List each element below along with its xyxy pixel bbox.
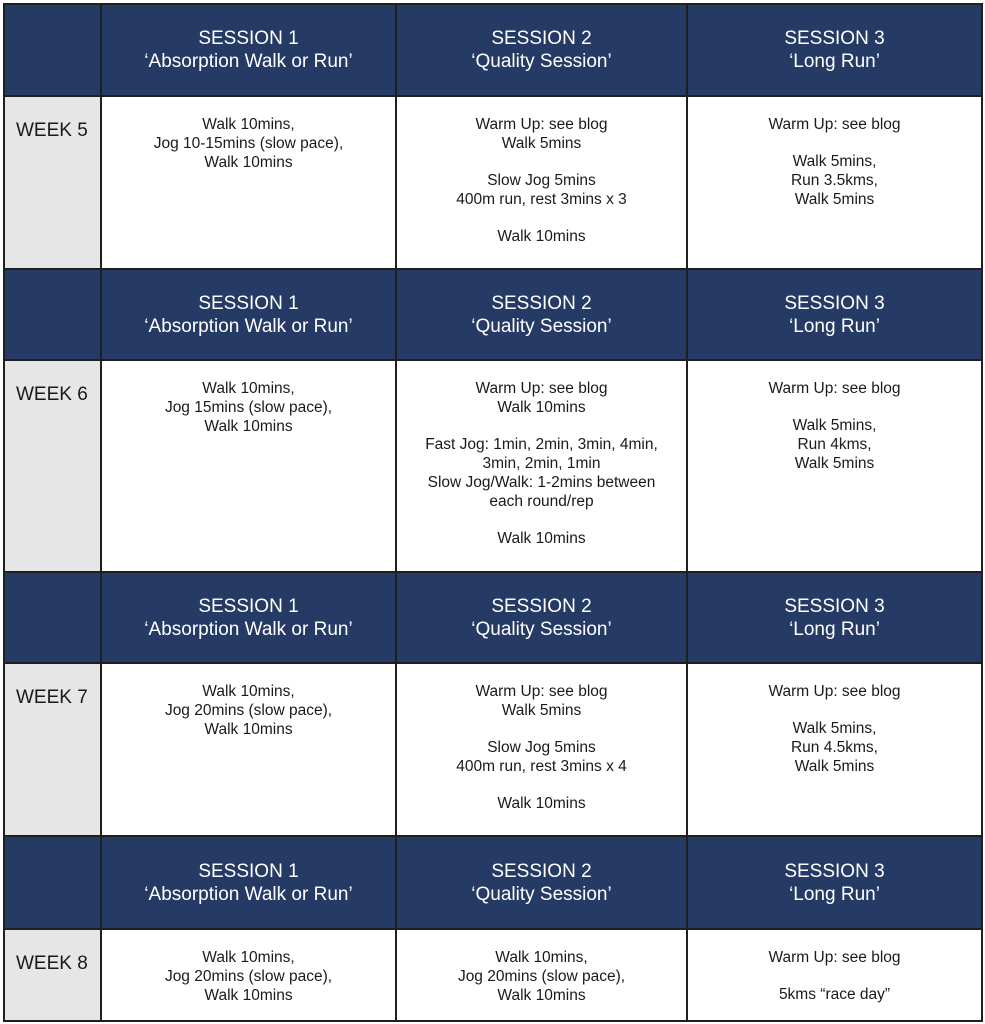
session-1-header: SESSION 1 ‘Absorption Walk or Run’ (101, 4, 396, 96)
session-1-header: SESSION 1 ‘Absorption Walk or Run’ (101, 836, 396, 929)
session-2-cell: Warm Up: see blog Walk 5mins Slow Jog 5mins 400m run, rest 3mins x 4 Walk 10mins (396, 663, 687, 836)
session-header-row (4, 836, 982, 929)
session-3-header: SESSION 3 ‘Long Run’ (687, 836, 982, 929)
session-3-header: SESSION 3 ‘Long Run’ (687, 572, 982, 663)
session-1-cell: Walk 10mins, Jog 10-15mins (slow pace), Walk 10mins (101, 96, 396, 269)
session-2-cell: Walk 10mins, Jog 20mins (slow pace), Walk 10mins (396, 929, 687, 1021)
session-1-header: SESSION 1 ‘Absorption Walk or Run’ (101, 269, 396, 360)
header-blank-cell (4, 836, 101, 929)
session-2-header: SESSION 2 ‘Quality Session’ (396, 836, 687, 929)
session-3-cell: Warm Up: see blog Walk 5mins, Run 3.5kms, Walk 5mins (687, 96, 982, 269)
session-3-cell: Warm Up: see blog Walk 5mins, Run 4.5kms, Walk 5mins (687, 663, 982, 836)
week-row (4, 360, 982, 572)
session-1-cell: Walk 10mins, Jog 20mins (slow pace), Walk 10mins (101, 663, 396, 836)
session-3-cell: Warm Up: see blog Walk 5mins, Run 4kms, Walk 5mins (687, 360, 982, 572)
session-2-header: SESSION 2 ‘Quality Session’ (396, 269, 687, 360)
header-blank-cell (4, 572, 101, 663)
week-label: WEEK 8 (4, 929, 101, 1021)
header-blank-cell (4, 269, 101, 360)
session-2-cell: Warm Up: see blog Walk 5mins Slow Jog 5mins 400m run, rest 3mins x 3 Walk 10mins (396, 96, 687, 269)
week-label: WEEK 6 (4, 360, 101, 572)
session-2-header: SESSION 2 ‘Quality Session’ (396, 572, 687, 663)
session-header-row (4, 572, 982, 663)
week-row (4, 929, 982, 1021)
session-1-header: SESSION 1 ‘Absorption Walk or Run’ (101, 572, 396, 663)
header-blank-cell (4, 4, 101, 96)
session-header-row (4, 269, 982, 360)
session-3-header: SESSION 3 ‘Long Run’ (687, 4, 982, 96)
session-3-cell: Warm Up: see blog 5kms “race day” (687, 929, 982, 1021)
week-row (4, 96, 982, 269)
session-3-header: SESSION 3 ‘Long Run’ (687, 269, 982, 360)
session-header-row (4, 4, 982, 96)
session-1-cell: Walk 10mins, Jog 15mins (slow pace), Walk 10mins (101, 360, 396, 572)
training-plan-table (3, 3, 983, 1022)
week-row (4, 663, 982, 836)
session-2-header: SESSION 2 ‘Quality Session’ (396, 4, 687, 96)
week-label: WEEK 5 (4, 96, 101, 269)
session-1-cell: Walk 10mins, Jog 20mins (slow pace), Walk 10mins (101, 929, 396, 1021)
session-2-cell: Warm Up: see blog Walk 10mins Fast Jog: 1min, 2min, 3min, 4min, 3min, 2min, 1min Slow Jog/Walk: 1-2mins between each round/rep Walk 10mins (396, 360, 687, 572)
week-label: WEEK 7 (4, 663, 101, 836)
